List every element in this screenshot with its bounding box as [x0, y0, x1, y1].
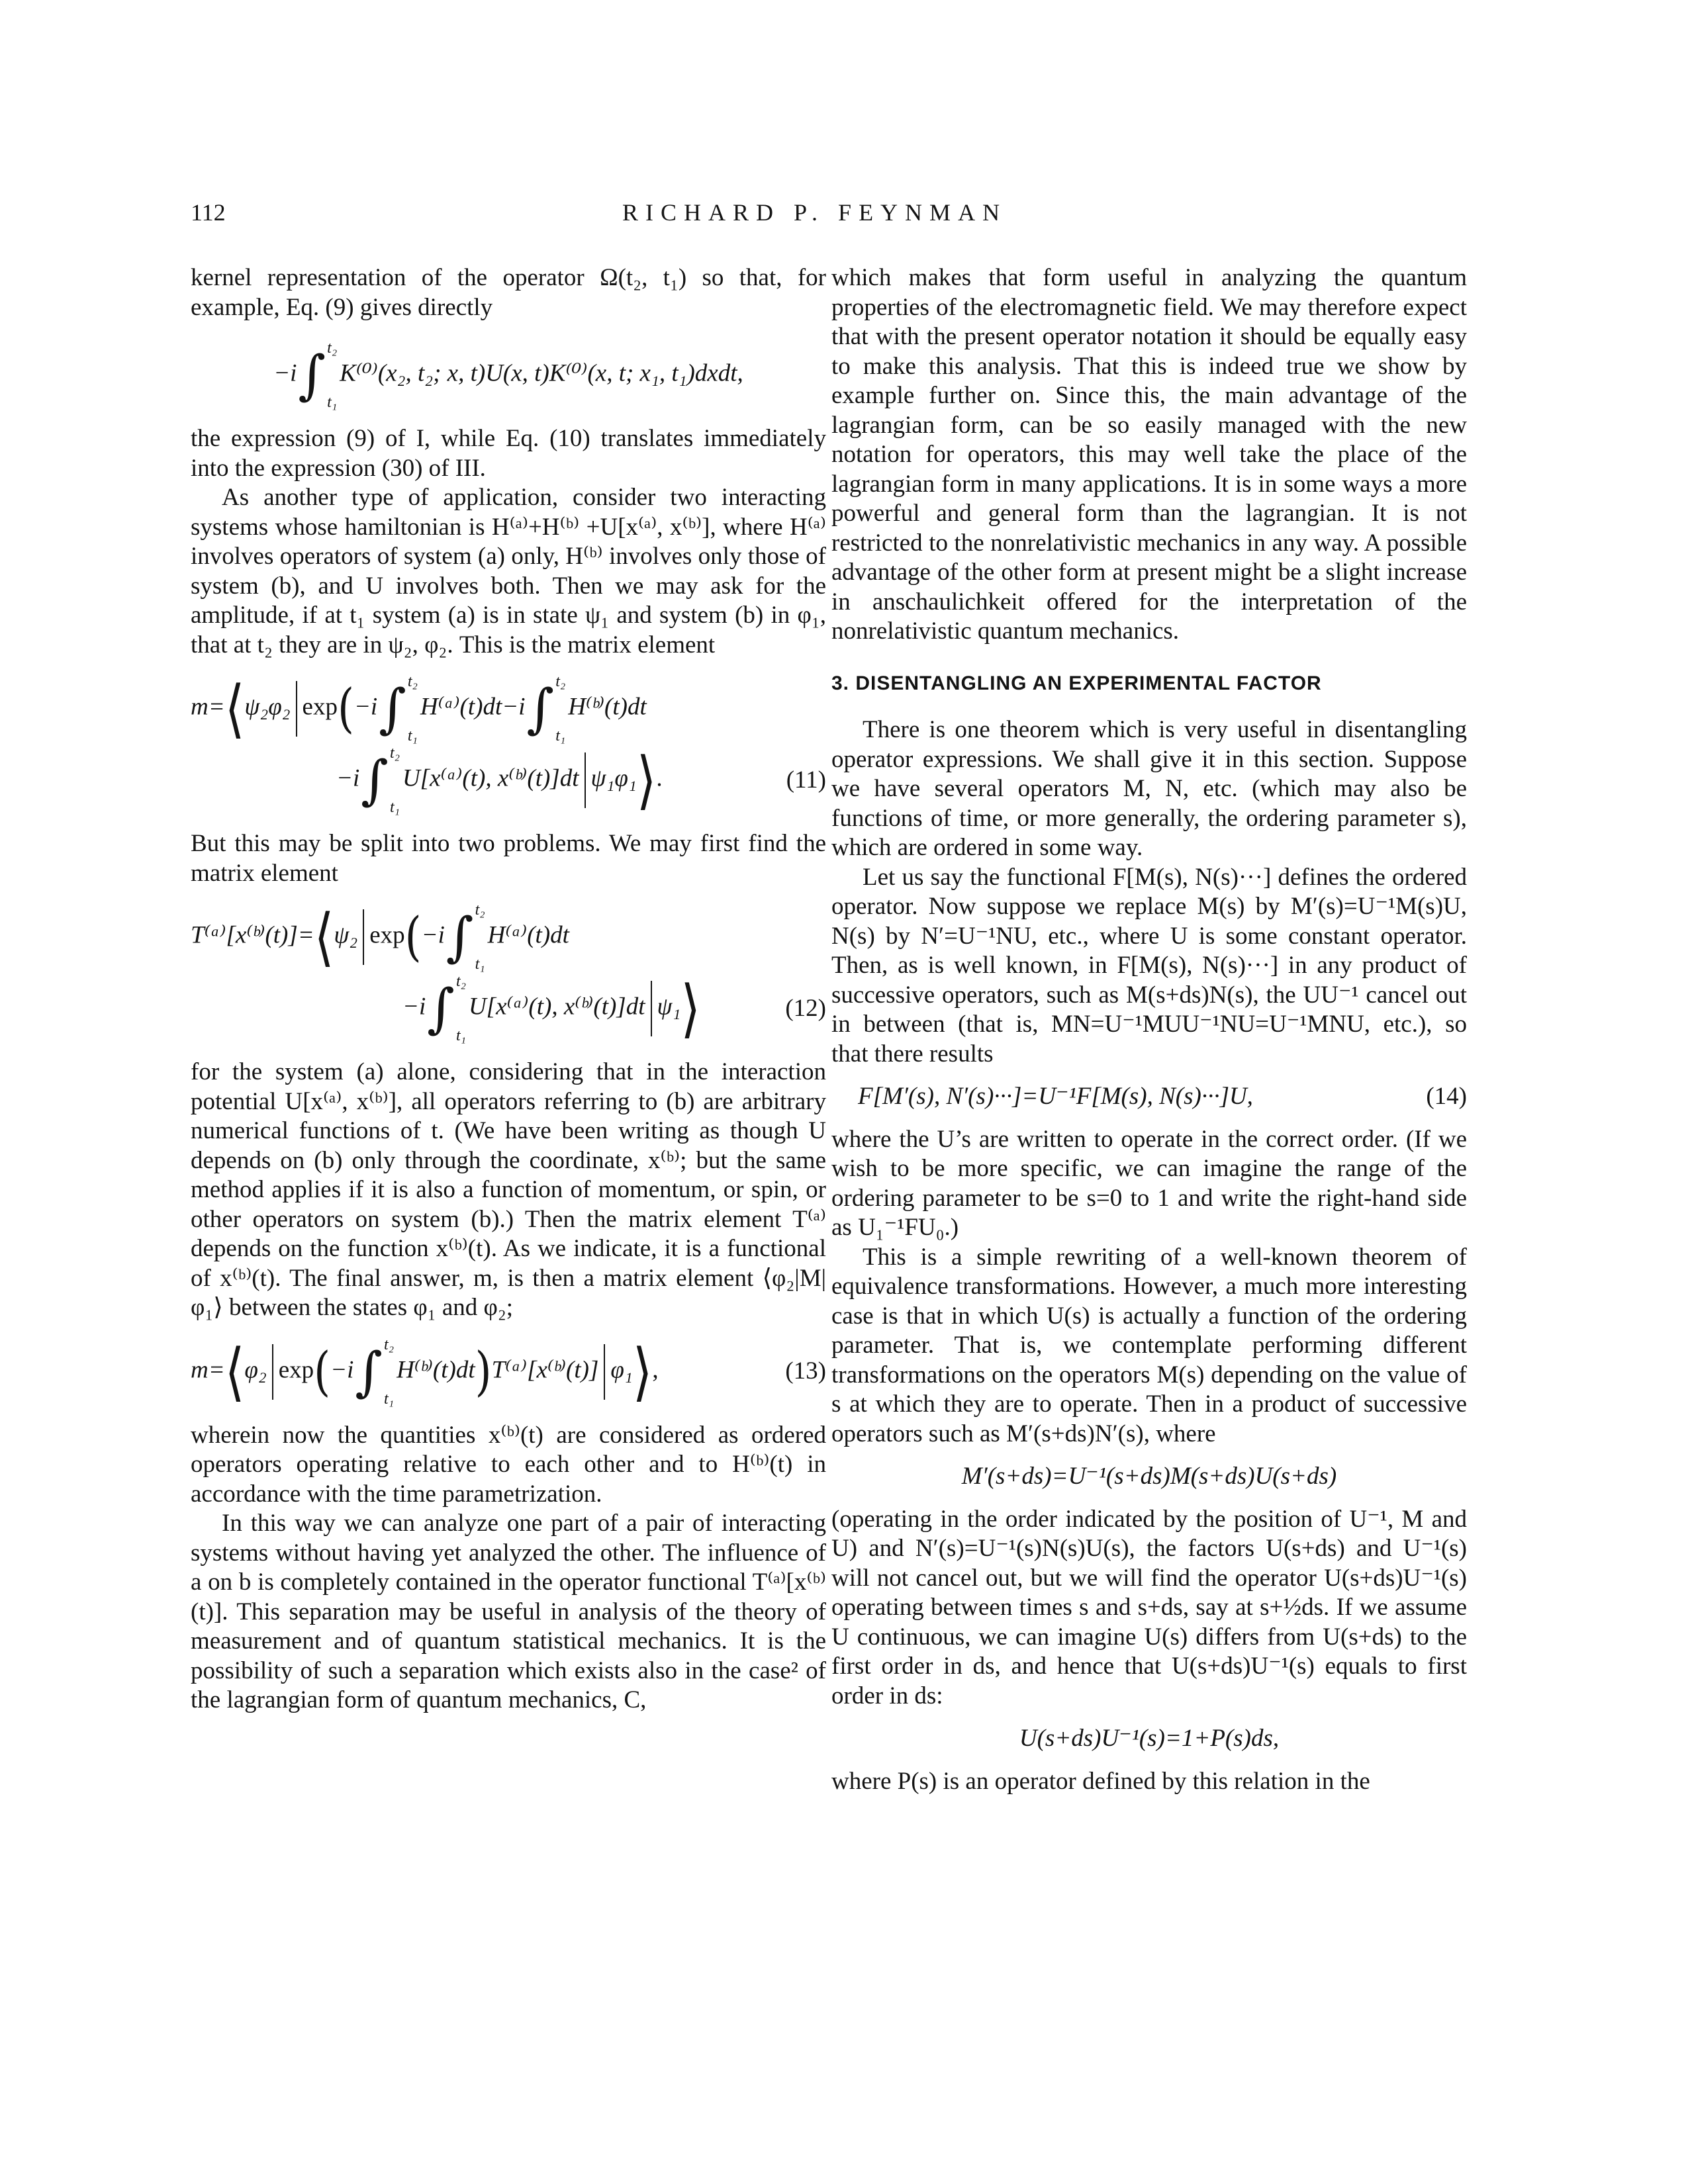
ket-bar [585, 752, 586, 808]
right-angle: ⟩ [636, 743, 657, 817]
integral-sign: ∫ t₂ t₁ [445, 901, 485, 973]
integral-sign: ∫ t₂ t₁ [298, 340, 338, 411]
paragraph: There is one theorem which is very useful in disentangling operator expressions. We shall give it in this section. Suppose we have several operators M, N, etc. (which may also be functions of time, or more generally, the ordering parameter s), which are ordered in some way. [831, 716, 1467, 861]
equation-u: U(s+ds)U⁻¹(s)=1+P(s)ds, [1019, 1725, 1280, 1752]
equation-number: (11) [786, 766, 826, 794]
paragraph: where the U’s are written to operate in the correct order. (If we wish to be more specific, we can imagine the range of the ordering parameter to be s=0 to 1 and write the right-hand side as U₁⁻¹FU₀.) [831, 1125, 1467, 1241]
eq-body: K⁽⁰⁾(x₂, t₂; x, t)U(x, t)K⁽⁰⁾(x, t; x₁, t₁)dxdt, [340, 359, 743, 387]
equation-13: m=⟨φ₂ exp(−i ∫ t₂ t₁ H⁽ᵇ⁾(t)dt)T⁽ᵃ⁾[x⁽ᵇ⁾(t)] φ₁⟩, (13) [191, 1334, 826, 1408]
equation-mprime: M′(s+ds)=U⁻¹(s+ds)M(s+ds)U(s+ds) [961, 1463, 1337, 1490]
paragraph: In this way we can analyze one part of a pair of interacting systems without having yet analyzed the other. The influence of a on b is completely contained in the operator functional T⁽ᵃ⁾[x⁽ᵇ⁾(t)]. This separation may be useful in analysis of the theory of measurement and of quantum statistical mechanics. It is the possibility of such a separation which exists also in the case² of the lagrangian form of quantum mechanics, C, [191, 1510, 826, 1713]
paragraph: kernel representation of the operator Ω(t₂, t₁) so that, for example, Eq. (9) gives directly [191, 264, 826, 321]
bra-bar [363, 909, 364, 965]
paragraph: As another type of application, consider two interacting systems whose hamiltonian is H⁽ᵃ⁾+H⁽ᵇ⁾ +U[x⁽ᵃ⁾, x⁽ᵇ⁾], where H⁽ᵃ⁾ involves operators of system (a) only, H⁽ᵇ⁾ involves only those of system (b), and U involves both. Then we may ask for the amplitude, if at t₁ system (a) is in state ψ₁ and system (b) in φ₁, that at t₂ they are in ψ₂, φ₂. This is the matrix element [191, 484, 826, 659]
left-angle: ⟨ [224, 671, 245, 745]
eq-lead: −i [273, 359, 297, 387]
equation-number: (12) [785, 994, 826, 1022]
equation-number: (13) [785, 1357, 826, 1385]
paragraph: which makes that form useful in analyzing the quantum properties of the electromagnetic field. We may therefore expect that with the present operator notation it should be equally easy to make this analysis. That this is indeed true we show by example further on. Since this, the main advantage of the lagrangian form, can be so easily managed with the new notation for operators, this may well take the place of the lagrangian form in many applications. It is in some ways a more powerful and general form than the lagrangian. It is not restricted to the nonrelativistic mechanics in any way. A possible advantage of the other form at present might be a slight increase in anschaulichkeit offered for the interpretation of the nonrelativistic quantum mechanics. [831, 264, 1467, 645]
right-column [831, 263, 1467, 1796]
bra-bar [272, 1344, 273, 1400]
equation-14: F[M′(s), N′(s)···]=U⁻¹F[M(s), N(s)···]U, (14) [831, 1082, 1467, 1112]
paragraph: But this may be split into two problems. We may first find the matrix element [191, 830, 826, 887]
right-angle: ⟩ [680, 971, 700, 1045]
equation-11: m=⟨ψ₂φ₂ exp(−i ∫ t₂ t₁ H⁽ᵃ⁾(t)dt−i ∫ t₂ t₁ H⁽ᵇ⁾(t)dt −i ∫ t₂ t₁ U[x⁽ᵃ⁾(t), x⁽ᵇ⁾(t)]dt ψ₁φ₁⟩. (11) [191, 671, 826, 817]
left-column [191, 263, 826, 1715]
ket-bar [604, 1344, 605, 1400]
ket-bar [651, 981, 652, 1036]
integral-sign: ∫ t₂ t₁ [526, 673, 566, 745]
equation-12: T⁽ᵃ⁾[x⁽ᵇ⁾(t)]=⟨ψ₂ exp(−i ∫ t₂ t₁ H⁽ᵃ⁾(t)dt −i ∫ t₂ t₁ U[x⁽ᵃ⁾(t), x⁽ᵇ⁾(t)]dt ψ₁⟩ (12) [191, 899, 826, 1045]
integral-sign: ∫ t₂ t₁ [379, 673, 418, 745]
paragraph: for the system (a) alone, considering that in the interaction potential U[x⁽ᵃ⁾, x⁽ᵇ⁾], all operators referring to (b) are arbitrary numerical functions of t. (We have been writing as though U depends on (b) only through the coordinate, x⁽ᵇ⁾; but the same method applies if it is also a function of momentum, or spin, or other operators on system (b).) Then the matrix element T⁽ᵃ⁾ depends on the function x⁽ᵇ⁾(t). As we indicate, it is a functional of x⁽ᵇ⁾(t). The final answer, m, is then a matrix element ⟨φ₂|M|φ₁⟩ between the states φ₁ and φ₂; [191, 1058, 826, 1321]
paragraph: wherein now the quantities x⁽ᵇ⁾(t) are considered as ordered operators operating relative to each other and to H⁽ᵇ⁾(t) in accordance with the time parametrization. [191, 1421, 826, 1508]
integral-sign: ∫ t₂ t₁ [355, 1336, 395, 1408]
section-heading: 3. DISENTANGLING AN EXPERIMENTAL FACTOR [831, 672, 1322, 694]
paragraph: where P(s) is an operator defined by this relation in the [831, 1767, 1370, 1795]
left-angle: ⟨ [224, 1334, 245, 1408]
running-title: RICHARD P. FEYNMAN [622, 199, 1008, 226]
integral-sign: ∫ t₂ t₁ [427, 973, 466, 1044]
equation-number: (14) [1426, 1083, 1467, 1110]
paragraph: the expression (9) of I, while Eq. (10) translates immediately into the expression (30) of III. [191, 425, 826, 482]
paragraph: Let us say the functional F[M(s), N(s)···] defines the ordered operator. Now suppose we replace M(s) by M′(s)=U⁻¹M(s)U, N(s) by N′=U⁻¹NU, etc., where U is some constant operator. Then, as is well known, in F[M(s), N(s)···] in any product of successive operators, such as M(s+ds)N(s), the UU⁻¹ cancel out in between (that is, MN=U⁻¹MUU⁻¹NU=U⁻¹MNU, etc.), so that there results [831, 863, 1467, 1068]
bra-bar [296, 681, 297, 737]
paragraph: (operating in the order indicated by the position of U⁻¹, M and U) and N′(s)=U⁻¹(s)N(s)U(s), the factors U(s+ds) and U⁻¹(s) will not cancel out, but we will find the operator U(s+ds)U⁻¹(s) operating between times s and s+ds, say at s+½ds. If we assume U continuous, we can imagine U(s) differs from U(s+ds) to the first order in ds, and hence that U(s+ds)U⁻¹(s) equals to first order in ds: [831, 1505, 1467, 1709]
page-number: 112 [191, 199, 226, 226]
integral-sign: ∫ t₂ t₁ [361, 745, 400, 816]
left-angle: ⟨ [314, 899, 334, 974]
paragraph: This is a simple rewriting of a well-known theorem of equivalence transformations. However, a much more interesting case is that in which U(s) is actually a function of the ordering parameter. That is, we contemplate performing different transformations on the operators M(s) depending on the value of s at which they are to operate. Then in a product of successive operators such as M′(s+ds)N′(s), where [831, 1243, 1467, 1447]
right-angle: ⟩ [632, 1334, 653, 1408]
equation-kernel [191, 340, 826, 411]
